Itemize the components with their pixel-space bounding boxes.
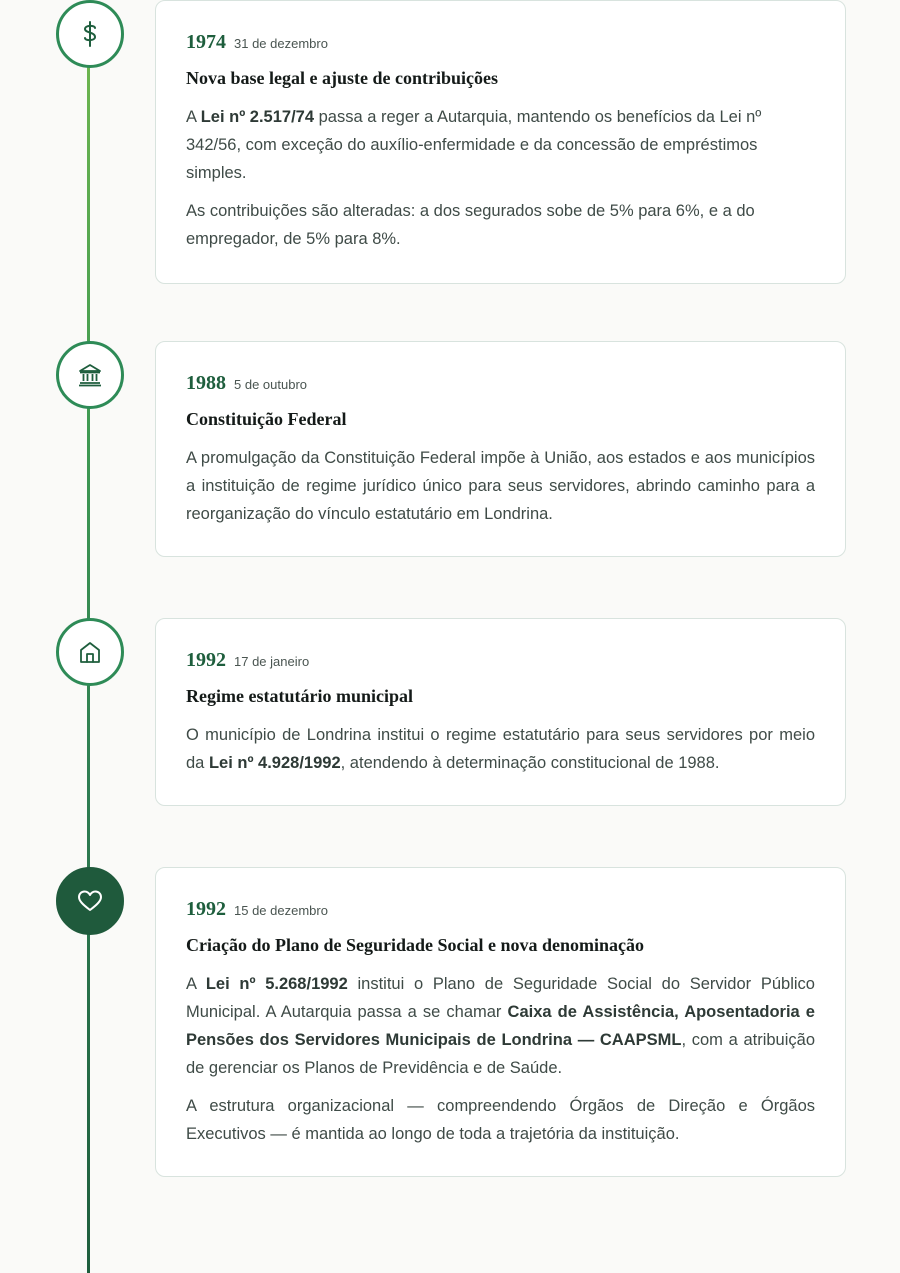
event-body <box>186 103 815 253</box>
paragraph-text: A <box>186 108 201 126</box>
paragraph-text: A promulgação da Constituição Federal impõe à União, aos estados e aos municípios a instituição de regime jurídico único para seus servidores, abrindo caminho para a reorganização do vínculo estatutário em Londrina. <box>186 449 815 523</box>
heart-icon <box>76 888 104 914</box>
event-node <box>56 867 124 935</box>
event-card <box>155 0 846 284</box>
paragraph-text: , atendendo à determinação constitucional de 1988. <box>340 754 720 772</box>
paragraph-text: institui o Plano de Seguridade Social do Servidor Público Municipal. A Autarquia passa a se chamar <box>186 975 815 1021</box>
event-card <box>155 867 846 1177</box>
event-body <box>186 721 815 777</box>
event-paragraph <box>186 444 815 528</box>
home-icon <box>77 639 103 665</box>
event-title: Constituição Federal <box>186 409 347 429</box>
event-year: 1974 <box>186 31 226 53</box>
event-year: 1992 <box>186 898 226 920</box>
law-reference: Caixa de Assistência, Aposentadoria e Pensões dos Servidores Municipais de Londrina — CAAPSML <box>186 1003 815 1049</box>
law-reference: Lei nº 5.268/1992 <box>205 975 348 993</box>
event-paragraph <box>186 721 815 777</box>
event-card <box>155 618 846 806</box>
paragraph-text: passa a reger a Autarquia, mantendo os benefícios da Lei nº 342/56, com exceção do auxílio-enfermidade e da concessão de empréstimos simples. <box>186 108 762 182</box>
event-title: Nova base legal e ajuste de contribuições <box>186 68 498 88</box>
paragraph-text: As contribuições são alteradas: a dos segurados sobe de 5% para 6%, e a do empregador, de 5% para 8%. <box>186 202 755 248</box>
event-date: 17 de janeiro <box>234 654 310 669</box>
paragraph-text: A <box>186 975 206 993</box>
event-paragraph <box>186 103 815 187</box>
paragraph-text: A estrutura organizacional — compreendendo Órgãos de Direção e Órgãos Executivos — é mantida ao longo de toda a trajetória da instituição. <box>186 1097 815 1143</box>
event-title: Regime estatutário municipal <box>186 686 413 706</box>
dollar-icon <box>77 19 103 49</box>
event-date: 31 de dezembro <box>234 36 328 51</box>
event-year: 1988 <box>186 372 226 394</box>
event-paragraph <box>186 1092 815 1148</box>
event-date: 5 de outubro <box>234 377 308 392</box>
paragraph-text: O município de Londrina institui o regime estatutário para seus servidores por meio da <box>186 726 815 772</box>
event-paragraph <box>186 197 815 253</box>
event-body <box>186 444 815 528</box>
bank-icon <box>77 362 103 388</box>
law-reference: Lei nº 4.928/1992 <box>208 754 341 772</box>
event-node <box>56 341 124 409</box>
event-body <box>186 970 815 1148</box>
event-node <box>56 0 124 68</box>
event-title: Criação do Plano de Seguridade Social e nova denominação <box>186 935 645 955</box>
paragraph-text: , com a atribuição de gerenciar os Planos de Previdência e de Saúde. <box>186 1031 815 1077</box>
event-date: 15 de dezembro <box>234 903 328 918</box>
law-reference: Lei nº 2.517/74 <box>200 108 315 126</box>
event-card <box>155 341 846 557</box>
event-node <box>56 618 124 686</box>
event-paragraph <box>186 970 815 1082</box>
event-year: 1992 <box>186 649 226 671</box>
